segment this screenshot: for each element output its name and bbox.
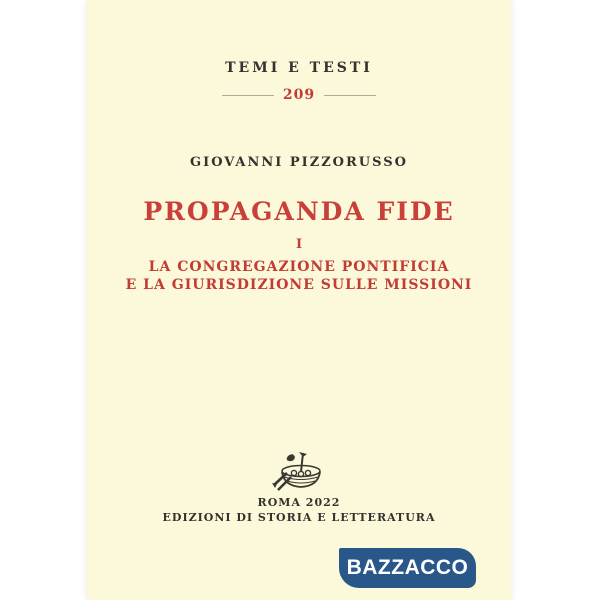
publisher-emblem-container xyxy=(87,448,511,494)
subtitle-line-1: LA CONGREGAZIONE PONTIFICIA xyxy=(148,259,450,275)
volume-number: I xyxy=(295,237,303,252)
subtitle-line-2: E LA GIURISDIZIONE SULLE MISSIONI xyxy=(125,277,473,293)
book-title: PROPAGANDA FIDE xyxy=(143,197,455,226)
series-number-row xyxy=(87,87,511,103)
series-rule-left xyxy=(222,95,274,96)
book-cover xyxy=(87,0,511,600)
bazzacco-watermark-badge: BAZZACCO xyxy=(339,548,476,588)
publisher-emblem-icon xyxy=(270,448,328,494)
imprint-place-year: ROMA 2022 xyxy=(257,496,341,509)
author-name: GIOVANNI PIZZORUSSO xyxy=(190,155,408,170)
series-rule-right xyxy=(324,95,376,96)
series-number: 209 xyxy=(282,87,316,103)
series-title: TEMI E TESTI xyxy=(225,60,373,76)
imprint-publisher: EDIZIONI DI STORIA E LETTERATURA xyxy=(162,511,436,524)
